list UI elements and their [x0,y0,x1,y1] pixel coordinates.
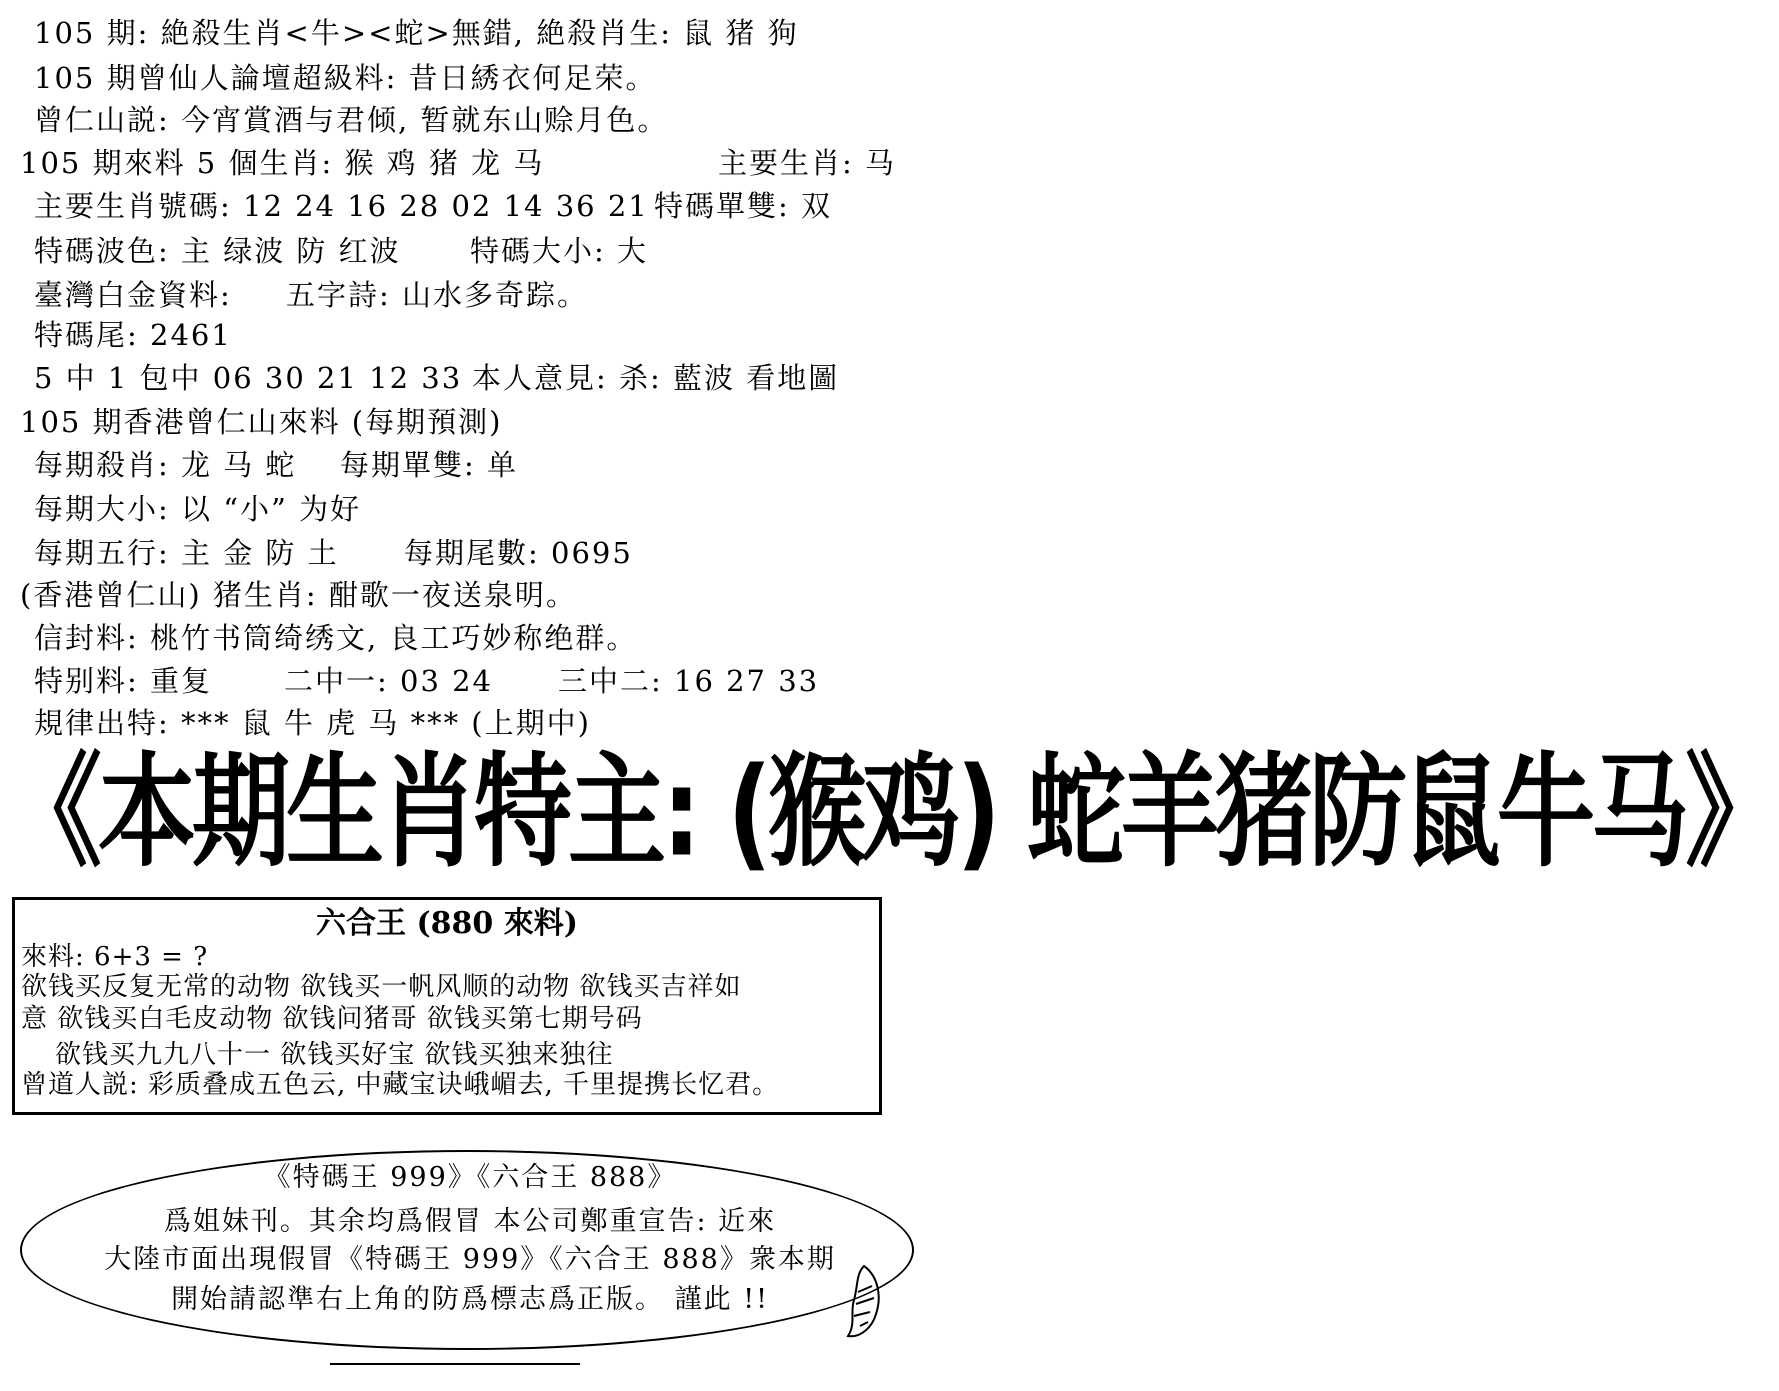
line-13: 每期五行: 主 金 防 土 [34,536,339,570]
line-5: 主要生肖號碼: 12 24 16 28 02 14 36 21 [34,189,649,223]
line-4-right: 主要生肖: 马 [718,146,896,180]
line-16-right: 三中二: 16 27 33 [558,664,820,698]
line-13-right: 每期尾數: 0695 [404,536,633,570]
line-4: 105 期來料 5 個生肖: 猴 鸡 猪 龙 马 [20,146,545,180]
line-14: (香港曾仁山) 猪生肖: 酣歌一夜送泉明。 [20,578,577,612]
line-3: 曾仁山説: 今宵賞酒与君倾, 暂就东山赊月色。 [34,103,669,137]
line-11-right: 每期單雙: 单 [340,448,518,482]
line-15: 信封料: 桃竹书筒绮绣文, 良工巧妙称绝群。 [34,621,638,655]
notice-line-1: 爲姐妹刊。其余均爲假冒 本公司鄭重宣告: 近來 [163,1206,777,1237]
line-16-mid: 二中一: 03 24 [284,664,494,698]
notice-titles: 《特碼王 999》《六合王 888》 [263,1162,677,1193]
line-11: 每期殺肖: 龙 马 蛇 [34,448,297,482]
notice-line-3: 開始請認準右上角的防爲標志爲正版。 謹此 !! [171,1284,769,1315]
box-line-2: 欲钱买反复无常的动物 欲钱买一帆风顺的动物 欲钱买吉祥如 [21,972,742,1002]
line-7: 臺灣白金資料: [34,278,232,312]
line-2: 105 期曾仙人論壇超級料: 昔日綉衣何足荣。 [34,61,657,95]
line-17: 規律出特: *** 鼠 牛 虎 马 *** (上期中) [34,706,591,740]
anti-counterfeit-stamp-icon [838,1262,890,1342]
line-6: 特碼波色: 主 绿波 防 红波 [34,234,401,268]
notice-line-2: 大陸市面出現假冒《特碼王 999》《六合王 888》衆本期 [104,1244,836,1275]
box-line-4: 欲钱买九九八十一 欲钱买好宝 欲钱买独来独往 [55,1040,614,1070]
line-5-right: 特碼單雙: 双 [654,189,832,223]
line-9: 5 中 1 包中 06 30 21 12 33 [34,361,463,395]
line-6-right: 特碼大小: 大 [470,234,648,268]
headline-banner: 《本期生肖特主: (猴鸡) 蛇羊猪防鼠牛马》 [4,741,1779,885]
box-line-1: 來料: 6+3 = ? [21,942,209,972]
box-title: 六合王 (880 來料) [316,906,578,941]
box-line-5: 曾道人説: 彩质叠成五色云, 中藏宝诀峨嵋去, 千里提携长忆君。 [21,1070,780,1100]
line-8: 特碼尾: 2461 [34,318,232,352]
footer-rule [330,1363,580,1365]
line-9-right: 本人意見: 杀: 藍波 看地圖 [472,361,840,395]
line-7-right: 五字詩: 山水多奇踪。 [286,278,588,312]
line-10: 105 期香港曾仁山來料 (每期預測) [20,405,503,439]
box-line-3: 意 欲钱买白毛皮动物 欲钱问猪哥 欲钱买第七期号码 [21,1004,643,1034]
line-1: 105 期: 絶殺生肖<牛><蛇>無錯, 絶殺肖生: 鼠 猪 狗 [34,16,799,50]
line-16: 特别料: 重复 [34,664,212,698]
line-12: 每期大小: 以 “小” 为好 [34,492,362,526]
liuhewang-box [12,897,882,1115]
